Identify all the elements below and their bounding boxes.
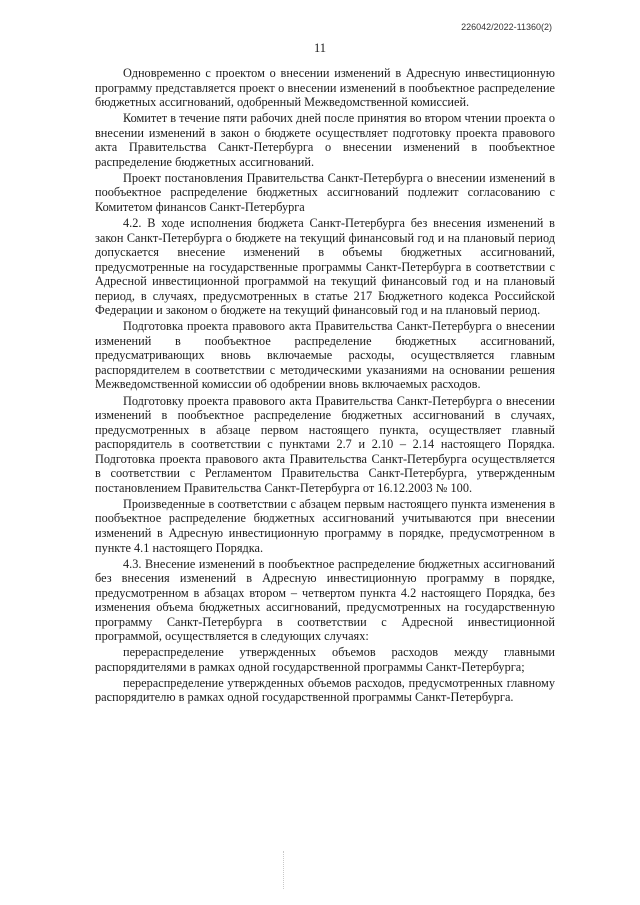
paragraph: Подготовку проекта правового акта Правительства Санкт-Петербурга о внесении изменений в пообъектное распределение бюджетных ассигнований в случаях, предусмотренных в абзаце первом настоящего пункта, осуществляет главный распорядитель в соответствии с пунктами 2.7 и 2.10 – 2.14 настоящего Порядка. Подготовка проекта правового акта Правительства Санкт-Петербурга осуществляется в соответствии с Регламентом Правительства Санкт-Петербурга, утвержденным постановлением Правительства Санкт-Петербурга от 16.12.2003 № 100. bbox=[95, 393, 555, 495]
paragraph: Подготовка проекта правового акта Правительства Санкт-Петербурга о внесении изменений в пообъектное распределение бюджетных ассигнований, предусматривающих вновь включаемые расходы, осуществляется главным распорядителем в соответствии с методическими указаниями на основании решения Межведомственной комиссии об одобрении вновь включаемых расходов. bbox=[95, 319, 555, 392]
paragraph: Комитет в течение пяти рабочих дней после принятия во втором чтении проекта о внесении изменений в закон о бюджете осуществляет подготовку проекта правового акта Правительства Санкт-Петербурга о внесении изменений в пообъектное распределение бюджетных ассигнований. bbox=[95, 111, 555, 169]
document-registration-number: 226042/2022-11360(2) bbox=[461, 22, 552, 32]
paragraph-section-4-2: 4.2. В ходе исполнения бюджета Санкт-Петербурга без внесения изменений в закон Санкт-Петербурга о бюджете на текущий финансовый год и на плановый период допускается внесение изменений в объемы бюджетных ассигнований, предусмотренные на государственные программы Санкт-Петербурга в соответствии с Адресной инвестиционной программой на текущий финансовый год и на плановый период, в случаях, предусмотренных в статье 217 Бюджетного кодекса Российской Федерации и законом о бюджете на текущий финансовый год и на плановый период. bbox=[95, 215, 555, 318]
list-item-case: перераспределение утвержденных объемов расходов между главными распорядителями в рамках одной государственной программы Санкт-Петербурга; bbox=[95, 645, 555, 674]
paragraph: Произведенные в соответствии с абзацем первым настоящего пункта изменения в пообъектное распределение бюджетных ассигнований учитываются при внесении изменений в Адресную инвестиционную программу в порядке, предусмотренном в пункте 4.1 настоящего Порядка. bbox=[95, 496, 555, 555]
document-body bbox=[95, 66, 555, 707]
paragraph-section-4-3: 4.3. Внесение изменений в пообъектное распределение бюджетных ассигнований без внесения изменений в Адресную инвестиционную программу в порядке, предусмотренном в абзацах втором – четвертом пункта 4.2 настоящего Порядка, без изменения объема бюджетных ассигнований, предусмотренных на государственную программу Санкт-Петербурга в соответствии с Адресной инвестиционной программой, осуществляется в следующих случаях: bbox=[95, 556, 555, 644]
page-number: 11 bbox=[313, 41, 327, 55]
scan-artifact-line bbox=[283, 851, 285, 889]
paragraph: Одновременно с проектом о внесении изменений в Адресную инвестиционную программу представляется проект о внесении изменений в пообъектное распределение бюджетных ассигнований, одобренный Межведомственной комиссией. bbox=[95, 66, 555, 110]
paragraph: Проект постановления Правительства Санкт-Петербурга о внесении изменений в пообъектное распределение бюджетных ассигнований подлежит согласованию с Комитетом финансов Санкт-Петербурга bbox=[95, 170, 555, 214]
list-item-case: перераспределение утвержденных объемов расходов, предусмотренных главному распорядителю в рамках одной государственной программы Санкт-Петербурга. bbox=[95, 675, 555, 705]
